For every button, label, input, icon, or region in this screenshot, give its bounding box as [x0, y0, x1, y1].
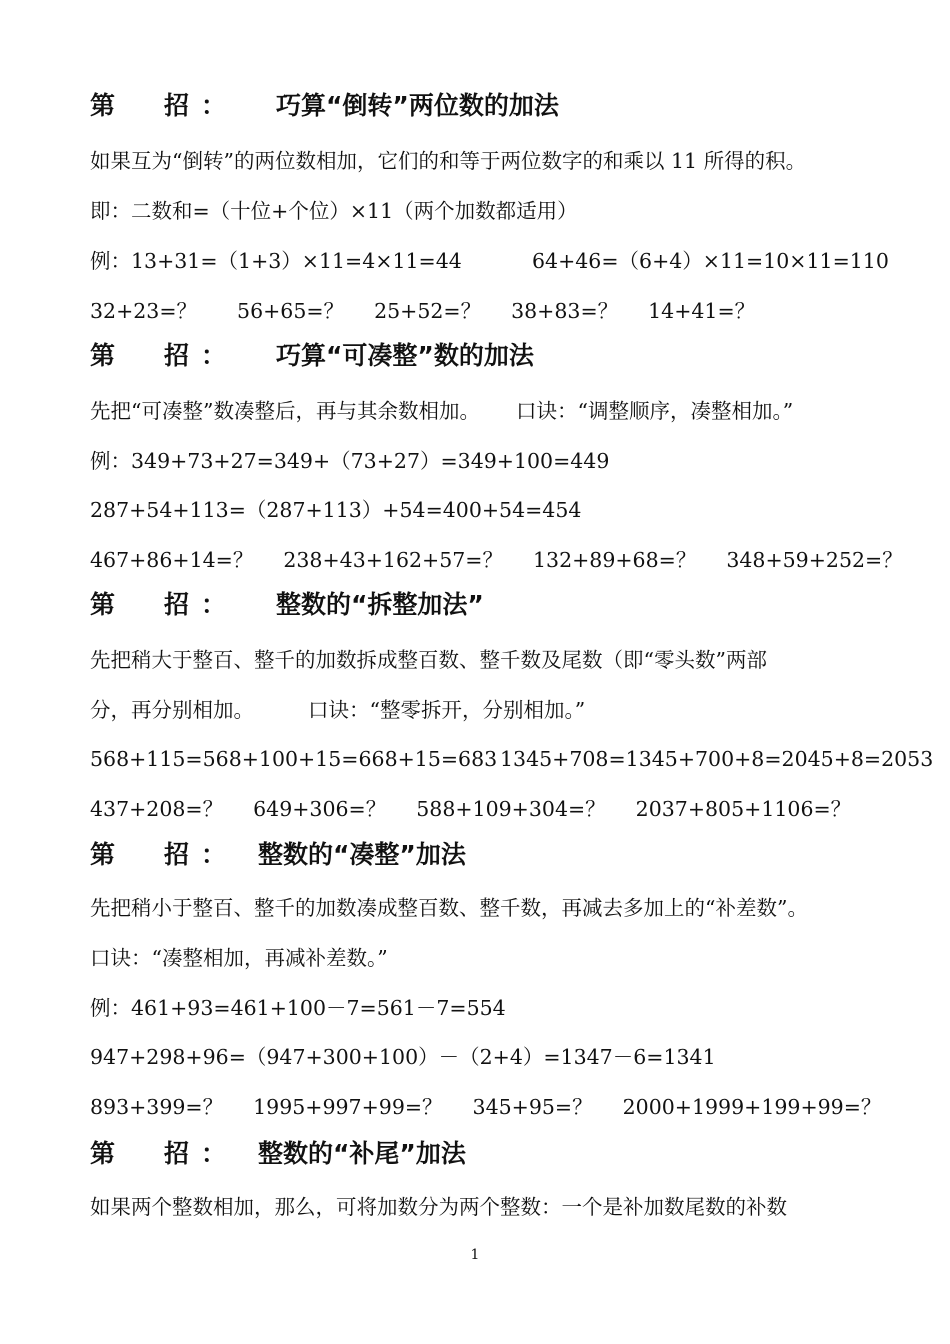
exercise-item: 345+95=？ [472, 1095, 593, 1119]
page-number: 1 [470, 1247, 480, 1263]
exercise-item: 467+86+14=？ [90, 548, 254, 572]
paragraph-line [90, 695, 585, 725]
intro-text: 先把“可凑整”数凑整后，再与其余数相加。 [90, 399, 480, 423]
paragraph-line: 口诀：“凑整相加，再减补差数。” [90, 946, 388, 970]
paragraph-line: 如果互为“倒转”的两位数相加，它们的和等于两位数字的和乘以 11 所得的积。 [90, 149, 807, 173]
exercise-item: 38+83=？ [511, 299, 619, 323]
exercise-line [90, 794, 851, 824]
paragraph-line: 先把稍大于整百、整千的加数拆成整百数、整千数及尾数（即“零头数”两部 [90, 648, 767, 672]
exercise-item: 893+399=？ [90, 1095, 224, 1119]
paragraph-line: 先把稍小于整百、整千的加数凑成整百数、整千数，再减去多加上的“补差数”。 [90, 896, 808, 920]
exercise-item: 32+23=？ [90, 299, 198, 323]
heading-label: 第 招： [90, 590, 239, 619]
example-left: 例：13+31=（1+3）×11=4×11=44 [90, 249, 462, 273]
paragraph-line: 即：二数和=（十位+个位）×11（两个加数都适用） [90, 199, 578, 223]
heading-label: 第 招： [90, 840, 239, 869]
exercise-item: 238+43+162+57=？ [283, 548, 503, 572]
exercise-item: 2000+1999+199+99=？ [622, 1095, 882, 1119]
example-line: 287+54+113=（287+113）+54=400+54=454 [90, 498, 582, 522]
exercise-line [90, 545, 903, 575]
exercise-item: 588+109+304=？ [416, 797, 606, 821]
paragraph-text: 分，再分别相加。 [90, 698, 254, 722]
example-line: 947+298+96=（947+300+100）－（2+4）=1347－6=1341 [90, 1045, 716, 1069]
section-heading-5 [90, 1136, 466, 1172]
heading-title: 巧算“可凑整”数的加法 [276, 341, 534, 370]
rhyme-text: 口诀：“调整顺序，凑整相加。” [515, 399, 794, 423]
exercise-item: 56+65=？ [237, 299, 345, 323]
heading-label: 第 招： [90, 341, 239, 370]
heading-label: 第 招： [90, 1139, 239, 1168]
example-right: 1345+708=1345+700+8=2045+8=2053 [500, 747, 934, 771]
exercise-item: 649+306=？ [253, 797, 387, 821]
section-heading-4 [90, 837, 466, 873]
exercise-item: 348+59+252=？ [726, 548, 903, 572]
paragraph-line: 如果两个整数相加，那么，可将加数分为两个整数：一个是补加数尾数的补数 [90, 1195, 787, 1219]
exercise-item: 132+89+68=？ [532, 548, 697, 572]
example-right: 64+46=（6+4）×11=10×11=110 [532, 249, 889, 273]
paragraph-line [90, 396, 793, 426]
section-heading-2 [90, 338, 534, 374]
example-line [90, 246, 889, 276]
exercise-item: 14+41=？ [648, 299, 756, 323]
exercise-item: 1995+997+99=？ [253, 1095, 443, 1119]
exercise-item: 2037+805+1106=？ [635, 797, 852, 821]
exercise-item: 437+208=？ [90, 797, 224, 821]
example-line: 例：461+93=461+100－7=561－7=554 [90, 996, 506, 1020]
section-heading-3 [90, 587, 484, 623]
exercise-line [90, 1092, 881, 1122]
example-line [90, 744, 934, 774]
heading-label: 第 招： [90, 91, 239, 120]
heading-title: 整数的“补尾”加法 [258, 1139, 466, 1168]
exercise-line [90, 296, 755, 326]
rhyme-text: 口诀：“整零拆开，分别相加。” [308, 698, 586, 722]
section-heading-1 [90, 88, 559, 124]
exercise-item: 25+52=？ [374, 299, 482, 323]
example-left: 568+115=568+100+15=668+15=683 [90, 747, 498, 771]
heading-title: 巧算“倒转”两位数的加法 [276, 91, 559, 120]
heading-title: 整数的“拆整加法” [276, 590, 484, 619]
heading-title: 整数的“凑整”加法 [258, 840, 466, 869]
example-line: 例：349+73+27=349+（73+27）=349+100=449 [90, 449, 610, 473]
